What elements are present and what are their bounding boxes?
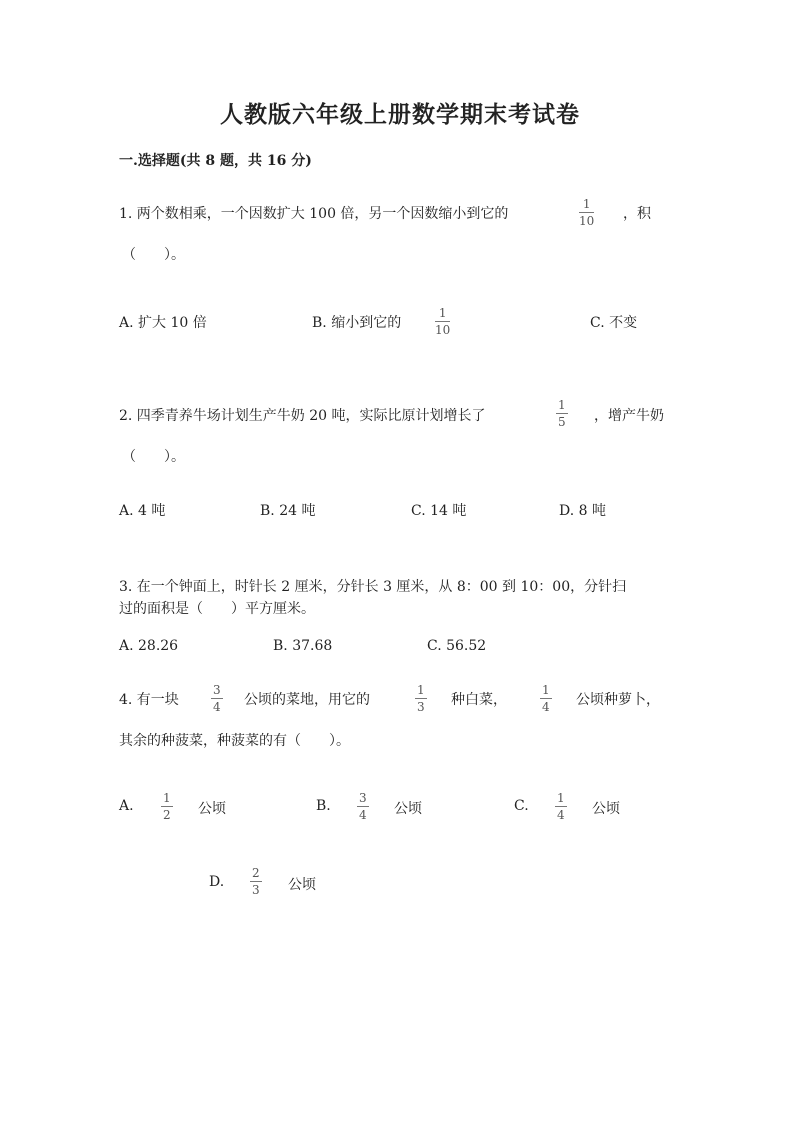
q2-fraction-numerator: 1: [558, 398, 566, 412]
q1-option-b-fraction: [435, 307, 450, 336]
q4-fraction-2-denominator: 3: [417, 700, 425, 714]
q4-fraction-3-numerator: 1: [542, 683, 550, 697]
q4-option-d-unit: 公顷: [288, 877, 316, 893]
q1-option-b-numerator: 1: [438, 306, 447, 320]
q4-fraction-1: [211, 684, 223, 713]
q4-option-a-numerator: 1: [163, 791, 171, 805]
page-title: 人教版六年级上册数学期末考试卷: [220, 101, 580, 128]
q1-option-c: C. 不变: [590, 315, 638, 331]
q2-answer-blank: （ ）。: [122, 449, 185, 465]
q4-option-a-label: A.: [119, 798, 134, 814]
q3-option-b: B. 37.68: [273, 638, 333, 654]
q4-option-b-fraction: [357, 792, 369, 821]
q1-option-b-denominator: 10: [435, 323, 451, 337]
q4-option-c-unit: 公顷: [592, 801, 620, 817]
q4-fraction-1-denominator: 4: [213, 700, 221, 714]
q2-text-suffix: ，增产牛奶: [594, 408, 664, 424]
q4-text-line2: 其余的种菠菜，种菠菜的有（ ）。: [119, 733, 350, 749]
q4-option-b-label: B.: [316, 798, 331, 814]
q1-text-line1: 1. 两个数相乘，一个因数扩大 100 倍，另一个因数缩小到它的: [119, 206, 509, 222]
q4-option-a-denominator: 2: [163, 808, 171, 822]
q2-fraction-denominator: 5: [558, 415, 566, 429]
q4-option-d-label: D.: [209, 874, 225, 890]
q1-fraction: [579, 198, 594, 227]
q1-fraction-denominator: 10: [579, 214, 595, 228]
q3-text-line1: 3. 在一个钟面上，时针长 2 厘米，分针长 3 厘米，从 8：00 到 10：00，分针扫: [119, 579, 627, 595]
q4-option-c-fraction: [555, 792, 567, 821]
q2-option-b: B. 24 吨: [260, 503, 316, 519]
q4-text-part2: 公顷的菜地，用它的: [244, 692, 370, 708]
q4-option-b-denominator: 4: [359, 808, 367, 822]
q3-text-line2: 过的面积是（ ）平方厘米。: [119, 601, 315, 617]
q2-option-d: D. 8 吨: [559, 503, 606, 519]
q4-text-part4: 公顷种萝卜，: [576, 692, 660, 708]
q1-option-b: B. 缩小到它的: [312, 315, 402, 331]
q1-answer-blank: （ ）。: [122, 247, 185, 263]
q2-option-a: A. 4 吨: [119, 503, 166, 519]
q3-option-a: A. 28.26: [119, 638, 179, 654]
section-heading: 一.选择题(共 8 题，共 16 分): [119, 153, 312, 169]
q4-text-part3: 种白菜，: [451, 692, 507, 708]
q2-text-line1: 2. 四季青养牛场计划生产牛奶 20 吨，实际比原计划增长了: [119, 408, 486, 424]
q4-option-a-fraction: [161, 792, 173, 821]
q4-fraction-2-numerator: 1: [417, 683, 425, 697]
q4-fraction-2: [415, 684, 427, 713]
q4-option-d-denominator: 3: [252, 883, 260, 897]
q2-fraction: [556, 399, 568, 428]
q4-option-d-numerator: 2: [252, 866, 260, 880]
q3-option-c: C. 56.52: [427, 638, 487, 654]
q4-option-c-numerator: 1: [557, 791, 565, 805]
q4-option-c-denominator: 4: [557, 808, 565, 822]
q4-option-d-fraction: [250, 867, 262, 896]
q1-option-a: A. 扩大 10 倍: [119, 315, 207, 331]
q4-option-b-numerator: 3: [359, 791, 367, 805]
q1-fraction-numerator: 1: [582, 197, 591, 211]
q1-text-suffix: ，积: [623, 206, 651, 222]
q4-fraction-1-numerator: 3: [213, 683, 221, 697]
q4-option-a-unit: 公顷: [198, 801, 226, 817]
q4-option-c-label: C.: [514, 798, 529, 814]
q4-fraction-3-denominator: 4: [542, 700, 550, 714]
q4-option-b-unit: 公顷: [394, 801, 422, 817]
q4-text-part1: 4. 有一块: [119, 692, 179, 708]
q4-fraction-3: [540, 684, 552, 713]
q2-option-c: C. 14 吨: [411, 503, 467, 519]
